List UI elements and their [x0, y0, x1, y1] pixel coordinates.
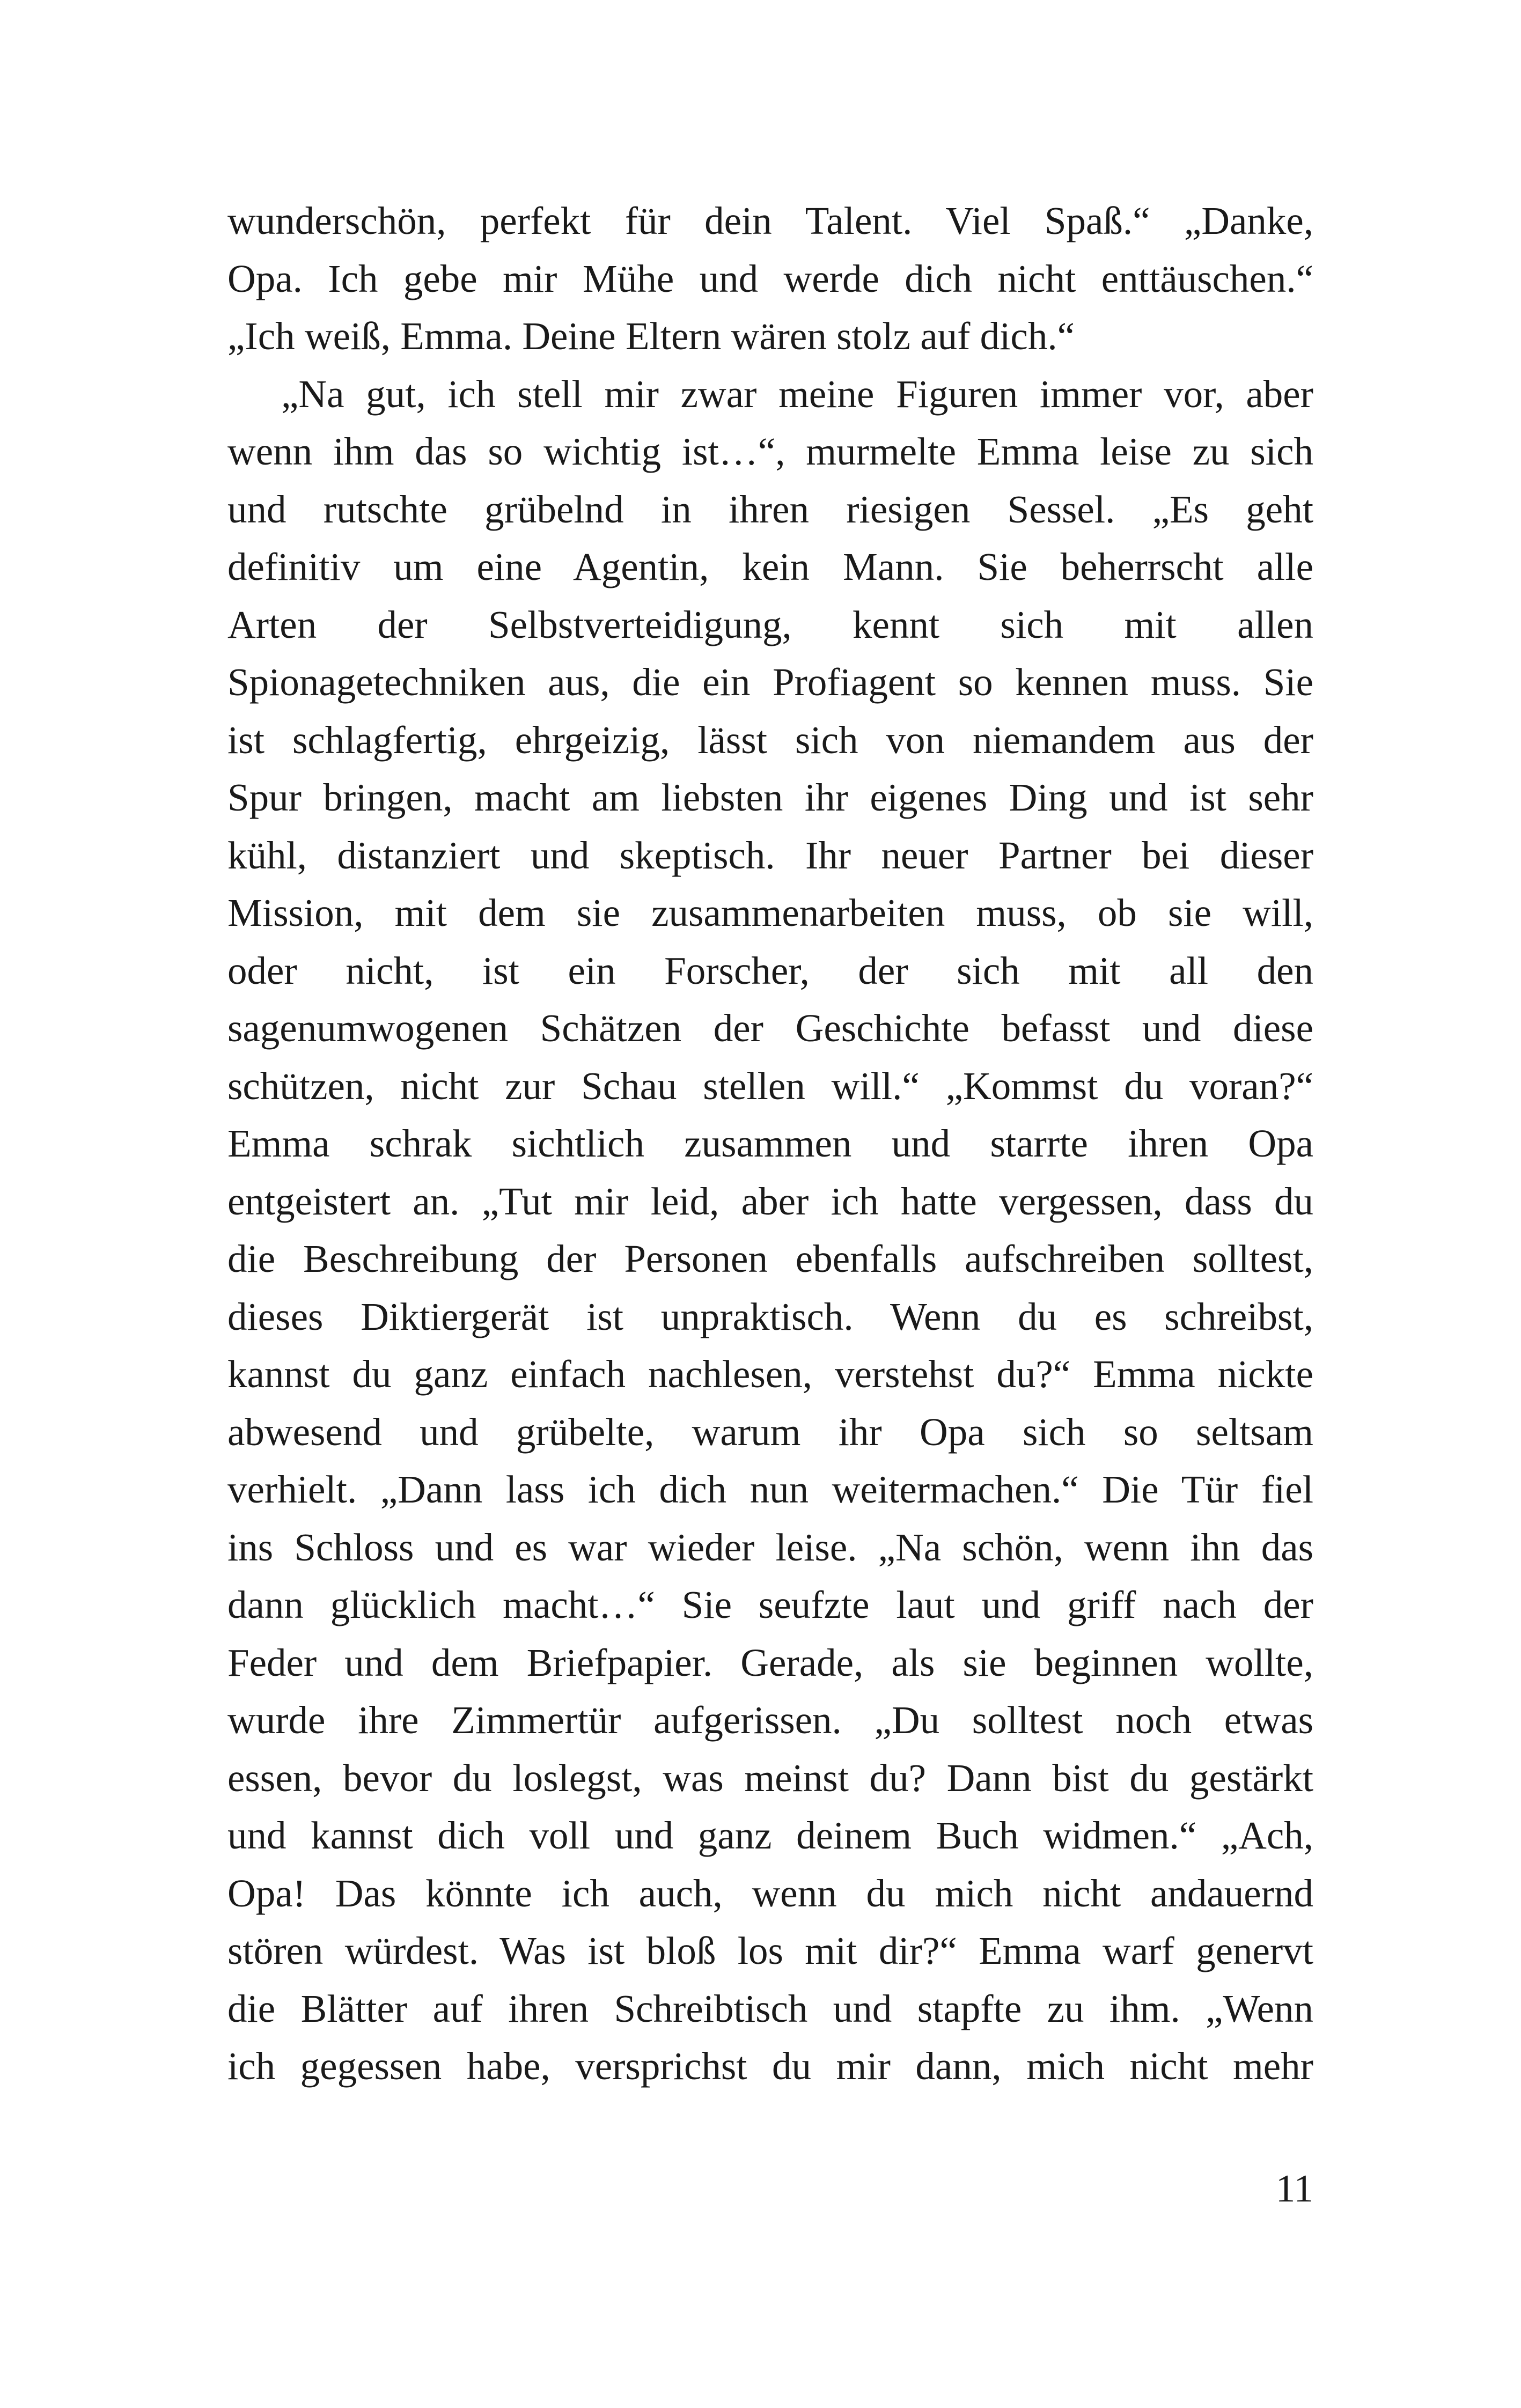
- text-line: und rutschte grübelnd in ihren riesigen Sessel. „Es geht: [227, 487, 1313, 531]
- text-line: ich gegessen habe, versprichst du mir dann, mich nicht mehr: [227, 2044, 1313, 2088]
- text-line: Spionagetechniken aus, die ein Profiagent so kennen muss. Sie: [227, 660, 1313, 704]
- text-line: Spur bringen, macht am liebsten ihr eigenes Ding und ist sehr: [227, 776, 1313, 819]
- text-line: ins Schloss und es war wieder leise. „Na schön, wenn ihn das: [227, 1525, 1313, 1569]
- text-line: kühl, distanziert und skeptisch. Ihr neuer Partner bei dieser: [227, 833, 1313, 877]
- text-line: Arten der Selbstverteidigung, kennt sich mit allen: [227, 602, 1313, 646]
- page-number: 11: [1275, 2167, 1313, 2210]
- text-line: Mission, mit dem sie zusammenarbeiten muss, ob sie will,: [227, 891, 1313, 934]
- text-line: definitiv um eine Agentin, kein Mann. Sie beherrscht alle: [227, 545, 1313, 588]
- text-line: Emma schrak sichtlich zusammen und starrte ihren Opa: [227, 1122, 1313, 1165]
- text-line: verhielt. „Dann lass ich dich nun weitermachen.“ Die Tür fiel: [227, 1468, 1313, 1511]
- text-line: stören würdest. Was ist bloß los mit dir?“ Emma warf genervt: [227, 1929, 1313, 1972]
- text-line: wunderschön, perfekt für dein Talent. Viel Spaß.“ „Danke,: [227, 199, 1313, 242]
- text-line: „Na gut, ich stell mir zwar meine Figuren immer vor, aber: [281, 372, 1313, 416]
- text-line: dann glücklich macht…“ Sie seufzte laut und griff nach der: [227, 1583, 1313, 1626]
- text-line: kannst du ganz einfach nachlesen, verstehst du?“ Emma nickte: [227, 1352, 1313, 1396]
- text-line: entgeistert an. „Tut mir leid, aber ich hatte vergessen, dass du: [227, 1179, 1313, 1223]
- text-line: sagenumwogenen Schätzen der Geschichte befasst und diese: [227, 1006, 1313, 1050]
- text-line: „Ich weiß, Emma. Deine Eltern wären stolz auf dich.“: [227, 314, 1075, 358]
- text-line: wurde ihre Zimmertür aufgerissen. „Du solltest noch etwas: [227, 1698, 1313, 1742]
- body-text: [227, 192, 1313, 2095]
- text-line: und kannst dich voll und ganz deinem Buch widmen.“ „Ach,: [227, 1814, 1313, 1857]
- text-line: Feder und dem Briefpapier. Gerade, als sie beginnen wollte,: [227, 1640, 1313, 1684]
- text-line: schützen, nicht zur Schau stellen will.“ „Kommst du voran?“: [227, 1064, 1313, 1108]
- text-line: abwesend und grübelte, warum ihr Opa sich so seltsam: [227, 1410, 1313, 1454]
- text-line: Opa. Ich gebe mir Mühe und werde dich nicht enttäuschen.“: [227, 256, 1313, 300]
- text-line: die Blätter auf ihren Schreibtisch und stapfte zu ihm. „Wenn: [227, 1986, 1313, 2030]
- text-line: essen, bevor du loslegst, was meinst du? Dann bist du gestärkt: [227, 1756, 1313, 1800]
- text-line: ist schlagfertig, ehrgeizig, lässt sich von niemandem aus der: [227, 718, 1313, 762]
- text-line: Opa! Das könnte ich auch, wenn du mich nicht andauernd: [227, 1871, 1313, 1915]
- text-line: wenn ihm das so wichtig ist…“, murmelte Emma leise zu sich: [227, 430, 1313, 473]
- text-line: oder nicht, ist ein Forscher, der sich mit all den: [227, 948, 1313, 992]
- text-line: die Beschreibung der Personen ebenfalls aufschreiben solltest,: [227, 1237, 1313, 1280]
- text-line: dieses Diktiergerät ist unpraktisch. Wenn du es schreibst,: [227, 1294, 1313, 1338]
